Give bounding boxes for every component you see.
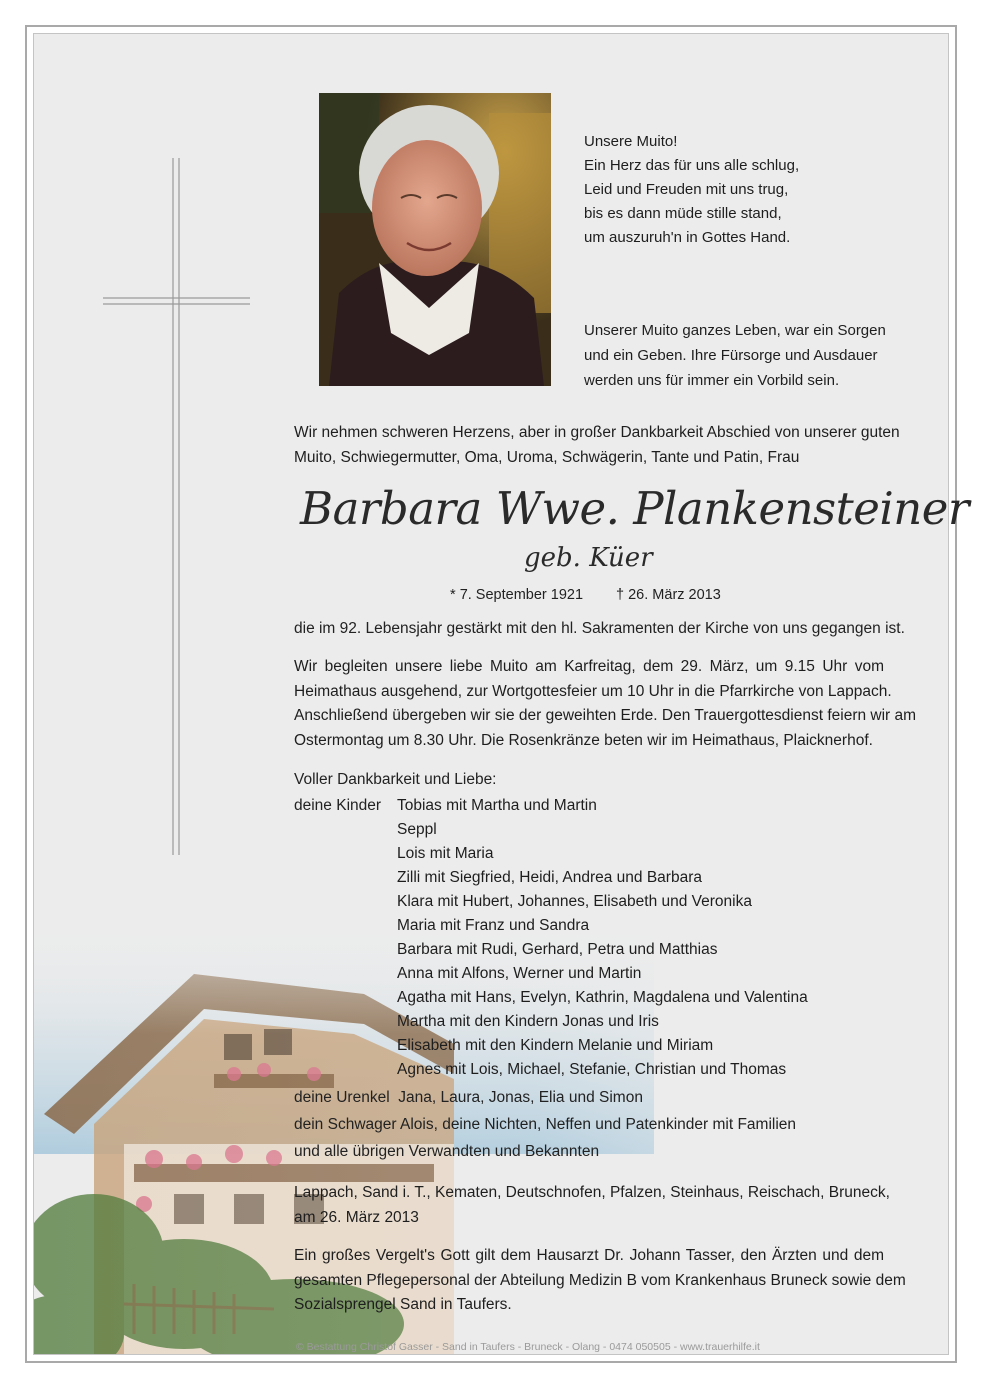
deceased-name: Barbara Wwe. Plankensteiner (300, 482, 969, 535)
tribute-line: und ein Geben. Ihre Fürsorge und Ausdauer (584, 347, 878, 364)
poem-line: Ein Herz das für uns alle schlug, (584, 157, 800, 174)
poem (584, 130, 799, 250)
child-entry: Maria mit Franz und Sandra (397, 917, 590, 934)
intro-text (294, 421, 900, 470)
intro-line-1: Wir nehmen schweren Herzens, aber in großer Dankbarkeit Abschied von unserer guten (294, 424, 900, 441)
child-entry: Tobias mit Martha und Martin (397, 797, 597, 814)
child-entry: Martha mit den Kindern Jonas und Iris (397, 1013, 659, 1030)
child-entry: Klara mit Hubert, Johannes, Elisabeth und Veronika (397, 893, 752, 910)
tribute-text (584, 318, 886, 393)
thanks-text (294, 1244, 906, 1318)
tribute-line: Unserer Muito ganzes Leben, war ein Sorgen (584, 322, 886, 339)
birth-date-row (450, 587, 583, 603)
intro-line-2: Muito, Schwiegermutter, Oma, Uroma, Schwägerin, Tante und Patin, Frau (294, 448, 800, 466)
funeral-line: Anschließend übergeben wir sie der geweihten Erde. Den Trauergottesdienst feiern wir am (294, 707, 917, 724)
poem-line: um auszuruh'n in Gottes Hand. (584, 229, 791, 246)
funeral-line: Ostermontag um 8.30 Uhr. Die Rosenkränze beten wir im Heimathaus, Plaicknerhof. (294, 731, 873, 749)
thanks-line: Ein großes Vergelt's Gott gilt dem Hausarzt Dr. Johann Tasser, den Ärzten und dem (294, 1247, 884, 1264)
date-line: am 26. März 2013 (294, 1208, 419, 1226)
cross-icon (0, 0, 260, 900)
funeral-line: Wir begleiten unsere liebe Muito am Karfreitag, dem 29. März, um 9.15 Uhr vom (294, 658, 884, 675)
thanks-line: gesamten Pflegepersonal der Abteilung Medizin B vom Krankenhaus Bruneck sowie dem (294, 1271, 906, 1289)
child-entry: Lois mit Maria (397, 845, 494, 862)
in-law: dein Schwager Alois, deine Nichten, Neffen und Patenkinder mit Familien (294, 1116, 797, 1133)
tribute-line: werden uns für immer ein Vorbild sein. (584, 372, 840, 389)
birth-date: 7. September 1921 (459, 587, 584, 603)
birth-name: geb. Küer (524, 543, 653, 573)
funeral-line: Heimathaus ausgehend, zur Wortgottesfeier um 10 Uhr in die Pfarrkirche von Lappach. (294, 682, 892, 700)
child-entry: Elisabeth mit den Kindern Melanie und Miriam (397, 1037, 714, 1054)
birth-symbol: * (450, 587, 456, 603)
place-line: Lappach, Sand i. T., Kematen, Deutschnofen, Pfalzen, Steinhaus, Reischach, Bruneck, (294, 1184, 890, 1201)
child-entry: Agnes mit Lois, Michael, Stefanie, Christian und Thomas (397, 1061, 787, 1078)
child-entry: Seppl (397, 821, 437, 838)
poem-line: bis es dann müde stille stand, (584, 205, 782, 222)
children-label: deine Kinder (294, 797, 382, 814)
child-entry: Barbara mit Rudi, Gerhard, Petra und Matthias (397, 941, 718, 958)
thanks-line: Sozialsprengel Sand in Taufers. (294, 1296, 512, 1313)
portrait-photo (319, 93, 551, 386)
death-date-row (616, 587, 721, 603)
poem-line: Leid und Freuden mit uns trug, (584, 181, 789, 198)
great-grandchildren: deine Urenkel Jana, Laura, Jonas, Elia und Simon (294, 1089, 643, 1106)
child-entry: Agatha mit Hans, Evelyn, Kathrin, Magdalena und Valentina (397, 989, 808, 1006)
death-symbol: † (616, 587, 625, 603)
funeral-text (294, 655, 917, 753)
child-entry: Anna mit Alfons, Werner und Martin (397, 965, 642, 982)
poem-line: Unsere Muito! (584, 133, 678, 150)
death-date: 26. März 2013 (628, 587, 721, 603)
footer-copyright: © Bestattung Christof Gasser - Sand in Taufers - Bruneck - Olang - 0474 050505 - www.trauerhilfe.it (296, 1341, 760, 1353)
child-entry: Zilli mit Siegfried, Heidi, Andrea und Barbara (397, 869, 702, 886)
relatives: und alle übrigen Verwandten und Bekannten (294, 1143, 600, 1160)
passing-text: die im 92. Lebensjahr gestärkt mit den hl. Sakramenten der Kirche von uns gegangen ist. (294, 620, 905, 637)
mourners-heading: Voller Dankbarkeit und Liebe: (294, 771, 497, 788)
place-date (294, 1181, 890, 1230)
